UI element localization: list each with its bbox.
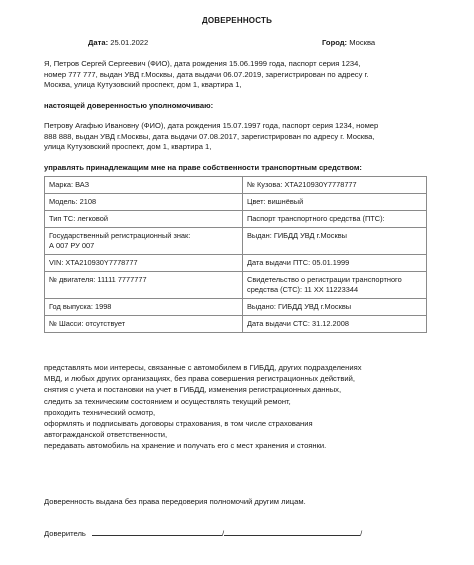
table-row [45,211,427,228]
signature-separator: / [360,529,363,538]
powers-line: автогражданской ответственности, [44,430,168,440]
agent-line: Петрову Агафью Ивановну (ФИО), дата рождения 15.07.1997 года, паспорт серия 1234, номер [44,121,379,130]
powers-line: следить за техническим состоянием и осуществлять текущий ремонт, [44,396,291,406]
principal-line: Я, Петров Сергей Сергеевич (ФИО), дата рождения 15.06.1999 года, паспорт серия 1234, [44,59,361,68]
table-row [45,255,427,272]
table-row [45,316,427,333]
table-cell: Выдано: ГИБДД УВД г.Москвы [243,299,427,316]
vehicle-details-table [44,176,427,333]
document-title: ДОВЕРЕННОСТЬ [201,16,273,25]
table-row [45,299,427,316]
table-cell: № Шасси: отсутствует [45,316,243,333]
principal-line: номер 777 777, выдан УВД г.Москвы, дата выдачи 06.07.2019, зарегистрирован по адресу г. [44,69,369,79]
table-cell: Модель: 2108 [45,194,243,211]
powers-line: представлять мои интересы, связанные с автомобилем в ГИБДД, других подразделениях [44,363,362,372]
city-value: Москва [349,38,376,47]
authorize-heading: настоящей доверенностью уполномочиваю: [44,101,214,110]
powers-line: проходить технический осмотр, [44,407,156,417]
table-cell: Выдан: ГИБДД УВД г.Москвы [243,228,427,255]
table-cell: Государственный регистрационный знак: А 007 РУ 007 [45,228,243,255]
powers-line: МВД, и любых других организациях, без права совершения регистрационных действий, [44,374,355,384]
signature-label: Доверитель [44,529,86,538]
powers-line: снятия с учета и постановки на учет в ГИБДД, изменения регистрационных данных, [44,385,342,395]
table-cell: № двигателя: 11111 7777777 [45,272,243,299]
agent-line: 888 888, выдан УВД г.Москвы, дата выдачи 07.08.2017, зарегистрирован по адресу г. Москва, [44,131,375,141]
city-field [322,38,375,49]
table-cell: Марка: ВАЗ [45,177,243,194]
signature-row [44,527,362,540]
signature-name-line [221,527,363,538]
date-label: Дата: [88,38,109,47]
table-row [45,228,427,255]
table-cell: № Кузова: XTA210930Y7778777 [243,177,427,194]
principal-paragraph [44,59,368,91]
signature-line [92,527,225,538]
validity-note: Доверенность выдана без права передоверия полномочий другим лицам. [44,497,306,506]
table-row [45,272,427,299]
agent-paragraph [44,121,378,153]
city-label: Город: [322,38,348,47]
table-cell: Дата выдачи СТС: 31.12.2008 [243,316,427,333]
table-cell: Год выпуска: 1998 [45,299,243,316]
table-cell: Тип ТС: легковой [45,211,243,228]
signature-separator: / [221,529,225,538]
date-field [88,38,148,49]
powers-line: передавать автомобиль на хранение и получать его с мест хранения и стоянки. [44,441,327,451]
powers-line: оформлять и подписывать договоры страхования, в том числе страхования [44,419,313,429]
agent-line: улица Кутузовский проспект, дом 1, квартира 1, [44,142,212,151]
table-cell: Паспорт транспортного средства (ПТС): [243,211,427,228]
date-value: 25.01.2022 [110,38,149,47]
principal-line: Москва, улица Кутузовский проспект, дом 1, квартира 1, [44,80,242,89]
table-row [45,194,427,211]
powers-paragraph [44,362,362,452]
table-cell: Дата выдачи ПТС: 05.01.1999 [243,255,427,272]
table-cell: VIN: XTA210930Y7778777 [45,255,243,272]
vehicle-heading: управлять принадлежащим мне на праве собственности транспортным средством: [44,163,362,172]
table-cell: Цвет: вишнёвый [243,194,427,211]
table-cell: Свидетельство о регистрации транспортного средства (СТС): 11 ХХ 11223344 [243,272,427,299]
table-row [45,177,427,194]
